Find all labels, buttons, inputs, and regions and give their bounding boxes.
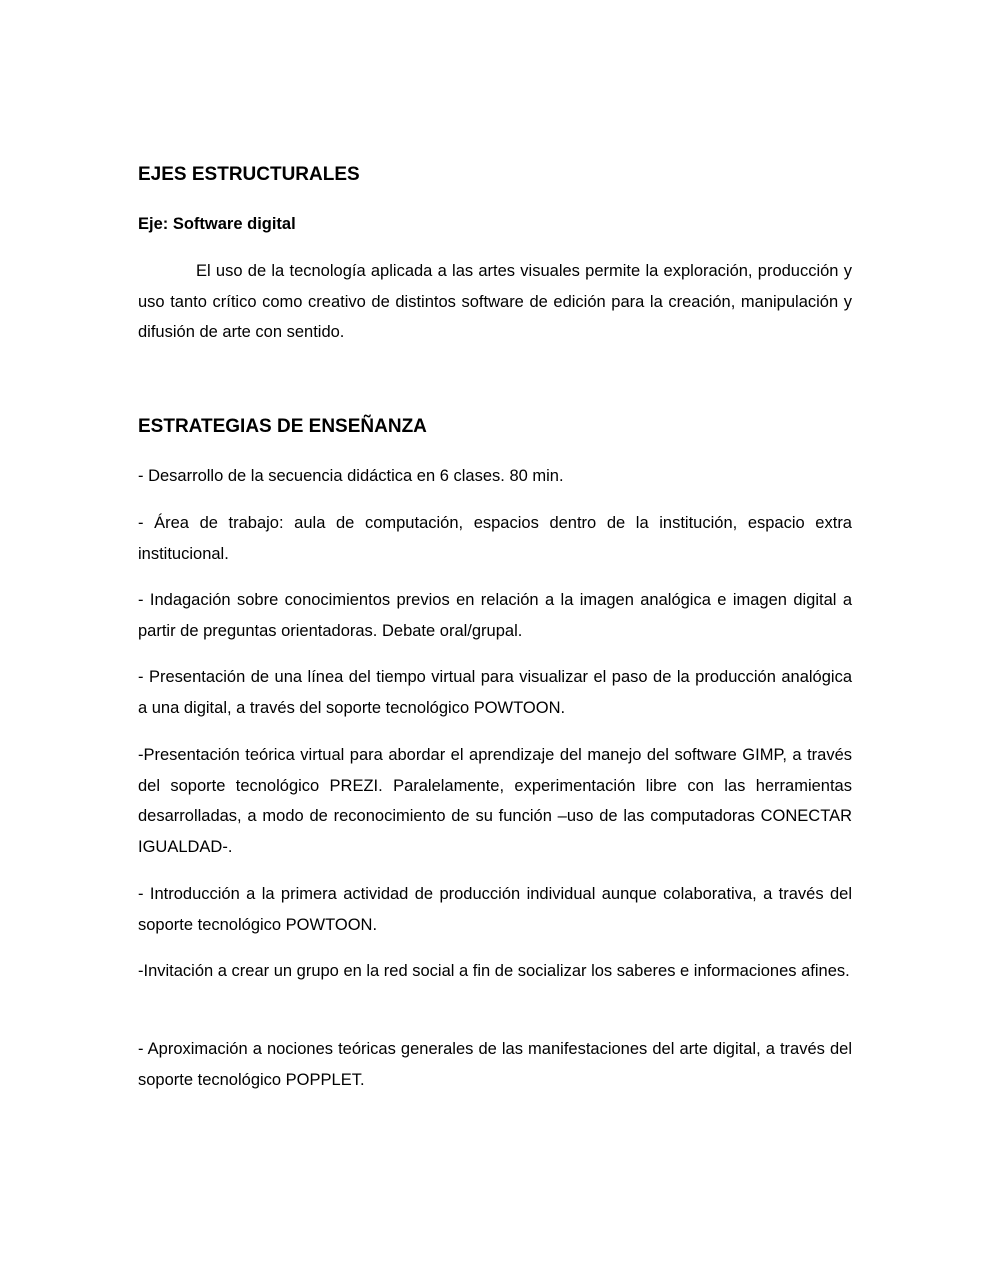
subheading-eje-software: Eje: Software digital — [138, 215, 296, 233]
list-item: - Desarrollo de la secuencia didáctica en 6 clases. 80 min. — [138, 467, 564, 485]
list-item: - Aproximación a nociones teóricas generales de las manifestaciones del arte digital, a través del soporte tecnológico POPPLET. — [138, 1040, 852, 1089]
list-item: -Invitación a crear un grupo en la red social a fin de socializar los saberes e informaciones afines. — [138, 962, 850, 980]
list-item: - Introducción a la primera actividad de producción individual aunque colaborativa, a través del soporte tecnológico POWTOON. — [138, 885, 852, 934]
section-heading-estrategias: ESTRATEGIAS DE ENSEÑANZA — [138, 416, 427, 437]
list-item: - Área de trabajo: aula de computación, espacios dentro de la institución, espacio extra institucional. — [138, 514, 852, 563]
list-item: - Presentación de una línea del tiempo virtual para visualizar el paso de la producción analógica a una digital, a través del soporte tecnológico POWTOON. — [138, 668, 852, 717]
document-page — [138, 0, 852, 1280]
list-item: -Presentación teórica virtual para abordar el aprendizaje del manejo del software GIMP, a través del soporte tecnológico PREZI. Paralelamente, experimentación libre con las herramientas desarrolladas, a modo de reconocimiento de su función –uso de las computadoras CONECTAR IGUALDAD-. — [138, 746, 852, 856]
paragraph-eje-description: El uso de la tecnología aplicada a las artes visuales permite la exploración, producción y uso tanto crítico como creativo de distintos software de edición para la creación, manipulación y difusión de arte con sentido. — [138, 262, 852, 342]
section-heading-ejes: EJES ESTRUCTURALES — [138, 164, 360, 185]
list-item: - Indagación sobre conocimientos previos en relación a la imagen analógica e imagen digital a partir de preguntas orientadoras. Debate oral/grupal. — [138, 591, 852, 640]
